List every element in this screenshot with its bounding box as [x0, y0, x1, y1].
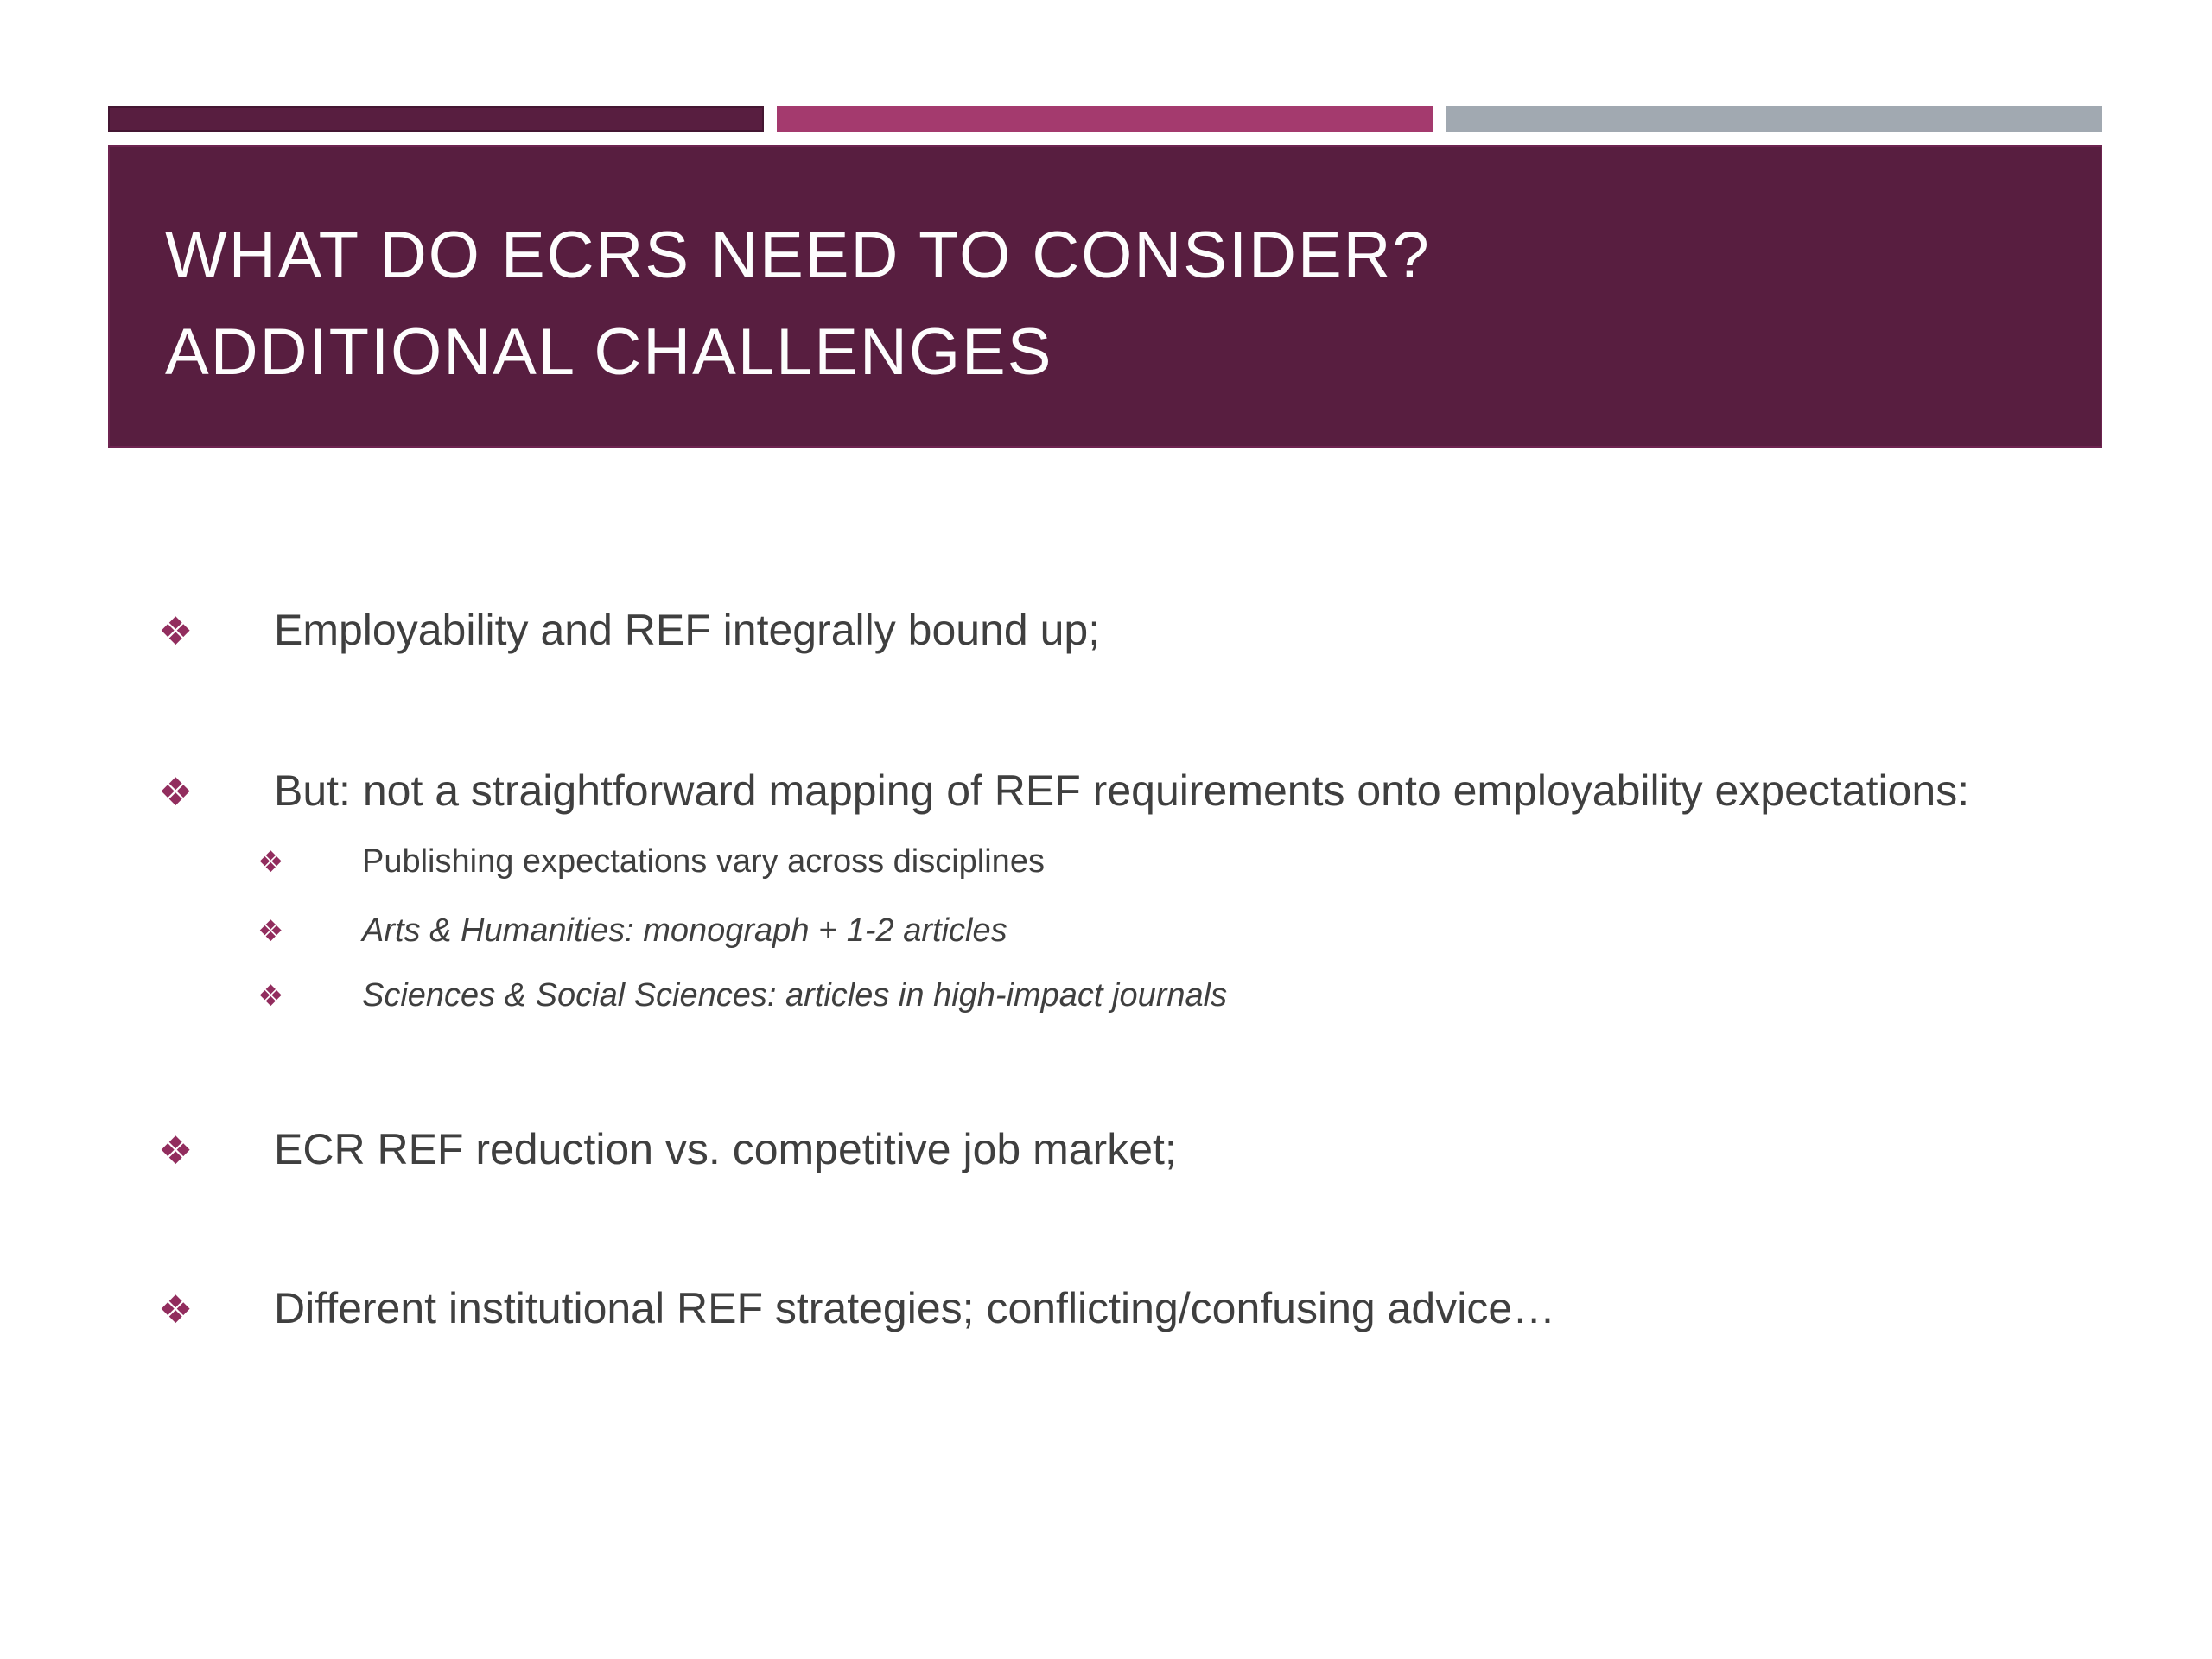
sub-bullet-item	[0, 977, 2212, 1014]
sub-bullet-text: Arts & Humanities: monograph + 1-2 articles	[362, 912, 1007, 949]
bullet-text: But: not a straightforward mapping of REF requirements onto employability expectations:	[274, 766, 1970, 815]
bullet-text: ECR REF reduction vs. competitive job market;	[274, 1125, 1177, 1173]
sub-bullet-item	[0, 843, 2212, 880]
bullet-diamond-icon: ❖	[257, 914, 284, 949]
accent-bar-gray	[1446, 106, 2102, 132]
sub-bullet-text: Sciences & Social Sciences: articles in high-impact journals	[362, 977, 1228, 1014]
sub-bullet-item	[0, 912, 2212, 950]
bullet-diamond-icon: ❖	[158, 608, 194, 654]
slide-title-line-2: ADDITIONAL CHALLENGES	[165, 315, 1053, 389]
accent-bar-dark	[108, 106, 764, 132]
title-banner	[108, 145, 2102, 448]
bullet-item	[0, 605, 2212, 655]
bullet-diamond-icon: ❖	[257, 845, 284, 880]
bullet-text: Employability and REF integrally bound up;	[274, 606, 1101, 654]
accent-bar-pink	[777, 106, 1433, 132]
accent-bar-group	[108, 106, 2102, 132]
slide-title-line-1: WHAT DO ECRS NEED TO CONSIDER?	[165, 219, 1431, 292]
bullet-diamond-icon: ❖	[158, 1287, 194, 1332]
bullet-item	[0, 766, 2212, 816]
bullet-item	[0, 1124, 2212, 1174]
sub-bullet-text: Publishing expectations vary across disciplines	[362, 843, 1045, 880]
bullet-diamond-icon: ❖	[158, 769, 194, 815]
bullet-item	[0, 1283, 2212, 1333]
bullet-diamond-icon: ❖	[257, 979, 284, 1014]
bullet-text: Different institutional REF strategies; conflicting/confusing advice…	[274, 1284, 1556, 1332]
bullet-diamond-icon: ❖	[158, 1128, 194, 1173]
